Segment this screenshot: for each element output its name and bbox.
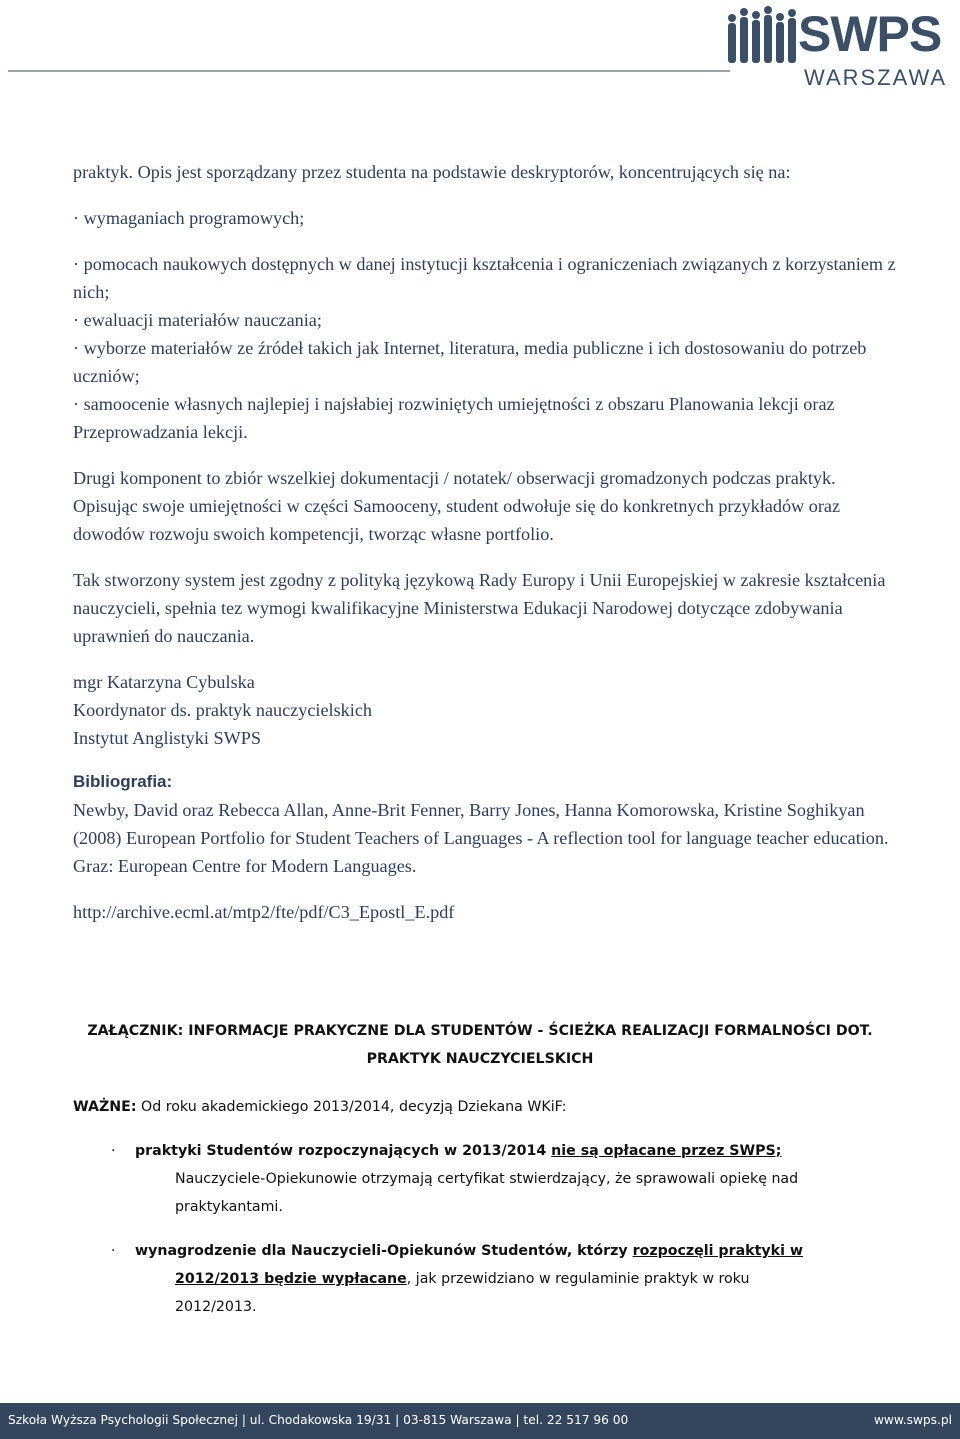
footer-address: Szkoła Wyższa Psychologii Społecznej | ul. Chodakowska 19/31 | 03-815 Warszawa | tel. 22 517 96 00 <box>8 1413 629 1427</box>
people-silhouettes-icon <box>724 4 802 68</box>
important-label: WAŻNE: <box>73 1099 137 1115</box>
bibliography-link[interactable]: http://archive.ecml.at/mtp2/fte/pdf/C3_Epostl_E.pdf <box>73 902 455 922</box>
signature-name: mgr Katarzyna Cybulska <box>73 672 255 692</box>
signature-role: Koordynator ds. praktyk nauczycielskich <box>73 700 372 720</box>
list-item: · wymaganiach programowych; <box>73 208 305 228</box>
bullet-line: wynagrodzenie dla Nauczycieli-Opiekunów Studentów, którzy rozpoczęli praktyki w <box>135 1243 803 1259</box>
intro-paragraph: praktyk. Opis jest sporządzany przez studenta na podstawie deskryptorów, koncentrujących się na: <box>73 162 791 182</box>
portfolio-paragraph: Drugi komponent to zbiór wszelkiej dokumentacji / notatek/ obserwacji gromadzonych podczas praktyk. Opisując swoje umiejętności w części Samooceny, student odwołuje się do konkretnych przykładów oraz dowodów rozwoju swoich kompetencji, tworząc własne portfolio. <box>73 468 841 544</box>
list-item: · samoocenie własnych najlepiej i najsłabiej rozwiniętych umiejętności z obszaru Planowania lekcji oraz Przeprowadzania lekcji. <box>73 394 835 442</box>
bullet-dot: · <box>111 1143 116 1159</box>
annex-heading-line: PRAKTYK NAUCZYCIELSKICH <box>366 1051 594 1067</box>
bullet-line: praktykantami. <box>175 1199 283 1215</box>
bullet-line: 2012/2013 będzie wypłacane, jak przewidziano w regulaminie praktyk w roku <box>175 1271 750 1287</box>
swps-logo <box>724 4 954 92</box>
bibliography-title: Bibliografia: <box>73 772 173 791</box>
underlined-text: 2012/2013 będzie wypłacane <box>175 1271 407 1287</box>
annex-heading-line: ZAŁĄCZNIK: INFORMACJE PRAKYCZNE DLA STUDENTÓW - ŚCIEŻKA REALIZACJI FORMALNOŚCI DOT. <box>87 1023 873 1039</box>
bullet-dot: · <box>111 1243 116 1259</box>
bibliography-entry: Newby, David oraz Rebecca Allan, Anne-Brit Fenner, Barry Jones, Hanna Komorowska, Kristine Soghikyan (2008) European Portfolio for Student Teachers of Languages - A reflection tool for language teacher education. Graz: European Centre for Modern Languages. <box>73 800 889 876</box>
list-item: · ewaluacji materiałów nauczania; <box>73 310 322 330</box>
list-item: · pomocach naukowych dostępnych w danej instytucji kształcenia i ograniczeniach związanych z korzystaniem z nich; <box>73 254 896 302</box>
list-item: · wyborze materiałów ze źródeł takich jak Internet, literatura, media publiczne i ich dostosowaniu do potrzeb uczniów; <box>73 338 867 386</box>
logo-subtitle: WARSZAWA <box>804 65 948 90</box>
policy-paragraph: Tak stworzony system jest zgodny z polityką językową Rady Europy i Unii Europejskiej w zakresie kształcenia nauczycieli, spełnia tez wymogi kwalifikacyjne Ministerstwa Edukacji Narodowej dotyczące zdobywania uprawnień do nauczania. <box>73 570 886 646</box>
annex-bullet <box>73 1237 893 1321</box>
logo-wordmark: SWPS <box>798 6 942 62</box>
footer-website-link[interactable]: www.swps.pl <box>873 1413 952 1427</box>
main-text <box>73 158 903 926</box>
annex-heading <box>60 1017 900 1073</box>
header-divider <box>8 70 730 72</box>
important-notice <box>73 1093 903 1121</box>
underlined-text: rozpoczęli praktyki w <box>632 1243 803 1259</box>
annex-bullet <box>73 1137 893 1221</box>
bullet-line: praktyki Studentów rozpoczynających w 2013/2014 nie są opłacane przez SWPS; <box>135 1143 782 1159</box>
bullet-line: 2012/2013. <box>175 1299 257 1315</box>
page-footer <box>0 1403 960 1439</box>
signature-institute: Instytut Anglistyki SWPS <box>73 728 261 748</box>
bullet-line: Nauczyciele-Opiekunowie otrzymają certyfikat stwierdzający, że sprawowali opiekę nad <box>175 1171 799 1187</box>
important-text: Od roku akademickiego 2013/2014, decyzją Dziekana WKiF: <box>136 1099 567 1115</box>
underlined-text: nie są opłacane przez SWPS; <box>551 1143 782 1159</box>
